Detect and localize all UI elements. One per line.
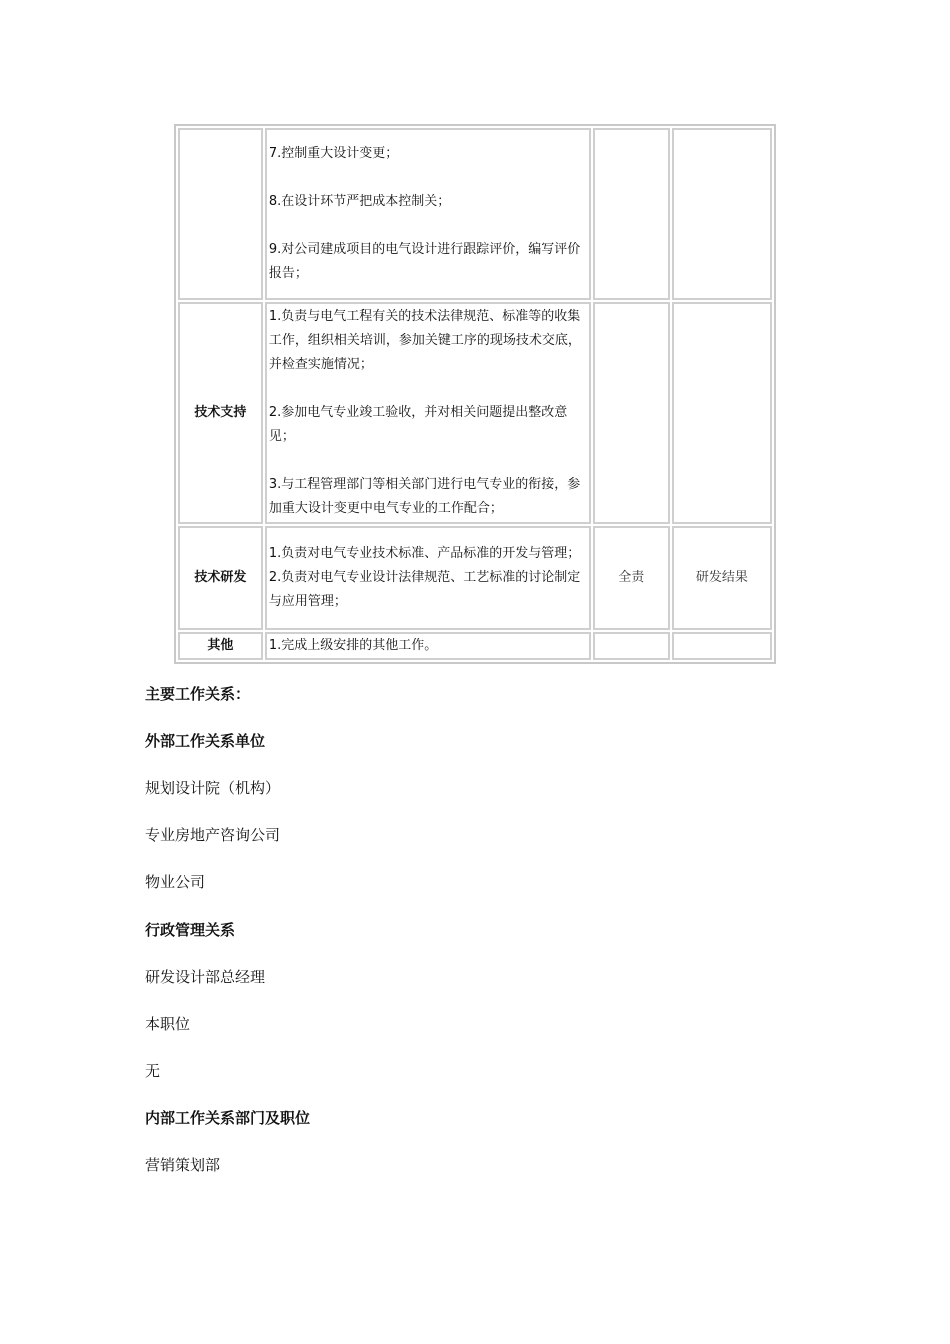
admin-relations-heading: 行政管理关系 bbox=[145, 921, 236, 939]
evaluation-cell bbox=[672, 302, 772, 524]
evaluation-cell bbox=[672, 632, 772, 660]
table-row bbox=[178, 128, 772, 300]
duty-cell bbox=[265, 302, 591, 524]
external-relation-item: 专业房地产咨询公司 bbox=[145, 826, 281, 844]
table-row bbox=[178, 302, 772, 524]
responsibility-cell bbox=[593, 128, 670, 300]
evaluation-cell: 研发结果 bbox=[672, 526, 772, 630]
duty-item: 7.控制重大设计变更； bbox=[268, 146, 399, 161]
duty-cell bbox=[265, 526, 591, 630]
category-cell: 技术研发 bbox=[178, 526, 263, 630]
admin-relation-item: 无 bbox=[145, 1062, 161, 1080]
duty-item: 1.负责对电气专业技术标准、产品标准的开发与管理； bbox=[268, 546, 581, 561]
category-cell: 其他 bbox=[178, 632, 263, 660]
category-cell bbox=[178, 128, 263, 300]
table-row bbox=[178, 526, 772, 630]
admin-relation-item: 研发设计部总经理 bbox=[145, 968, 266, 986]
duty-item: 1.完成上级安排的其他工作。 bbox=[268, 638, 438, 653]
category-cell: 技术支持 bbox=[178, 302, 263, 524]
responsibility-cell: 全责 bbox=[593, 526, 670, 630]
duty-item: 2.参加电气专业竣工验收，并对相关问题提出整改意见； bbox=[268, 405, 568, 444]
duty-item: 2.负责对电气专业设计法律规范、工艺标准的讨论制定与应用管理； bbox=[268, 570, 581, 609]
internal-relations-heading: 内部工作关系部门及职位 bbox=[145, 1109, 311, 1127]
duty-table bbox=[174, 124, 776, 664]
external-relation-item: 规划设计院（机构） bbox=[145, 779, 281, 797]
admin-relation-item: 本职位 bbox=[145, 1015, 191, 1033]
duty-cell bbox=[265, 632, 591, 660]
duty-item: 8.在设计环节严把成本控制关； bbox=[268, 194, 451, 209]
external-relations-heading: 外部工作关系单位 bbox=[145, 732, 266, 750]
internal-relation-item: 营销策划部 bbox=[145, 1156, 221, 1174]
duty-cell bbox=[265, 128, 591, 300]
responsibility-cell bbox=[593, 632, 670, 660]
table-row bbox=[178, 632, 772, 660]
responsibility-cell bbox=[593, 302, 670, 524]
external-relation-item: 物业公司 bbox=[145, 873, 206, 891]
evaluation-cell bbox=[672, 128, 772, 300]
duty-item: 3.与工程管理部门等相关部门进行电气专业的衔接，参加重大设计变更中电气专业的工作配合； bbox=[268, 477, 581, 516]
duty-item: 9.对公司建成项目的电气设计进行跟踪评价，编写评价报告； bbox=[268, 242, 581, 281]
duty-item: 1.负责与电气工程有关的技术法律规范、标准等的收集工作，组织相关培训，参加关键工序的现场技术交底，并检查实施情况； bbox=[268, 309, 581, 372]
main-relations-title: 主要工作关系： bbox=[145, 685, 251, 703]
